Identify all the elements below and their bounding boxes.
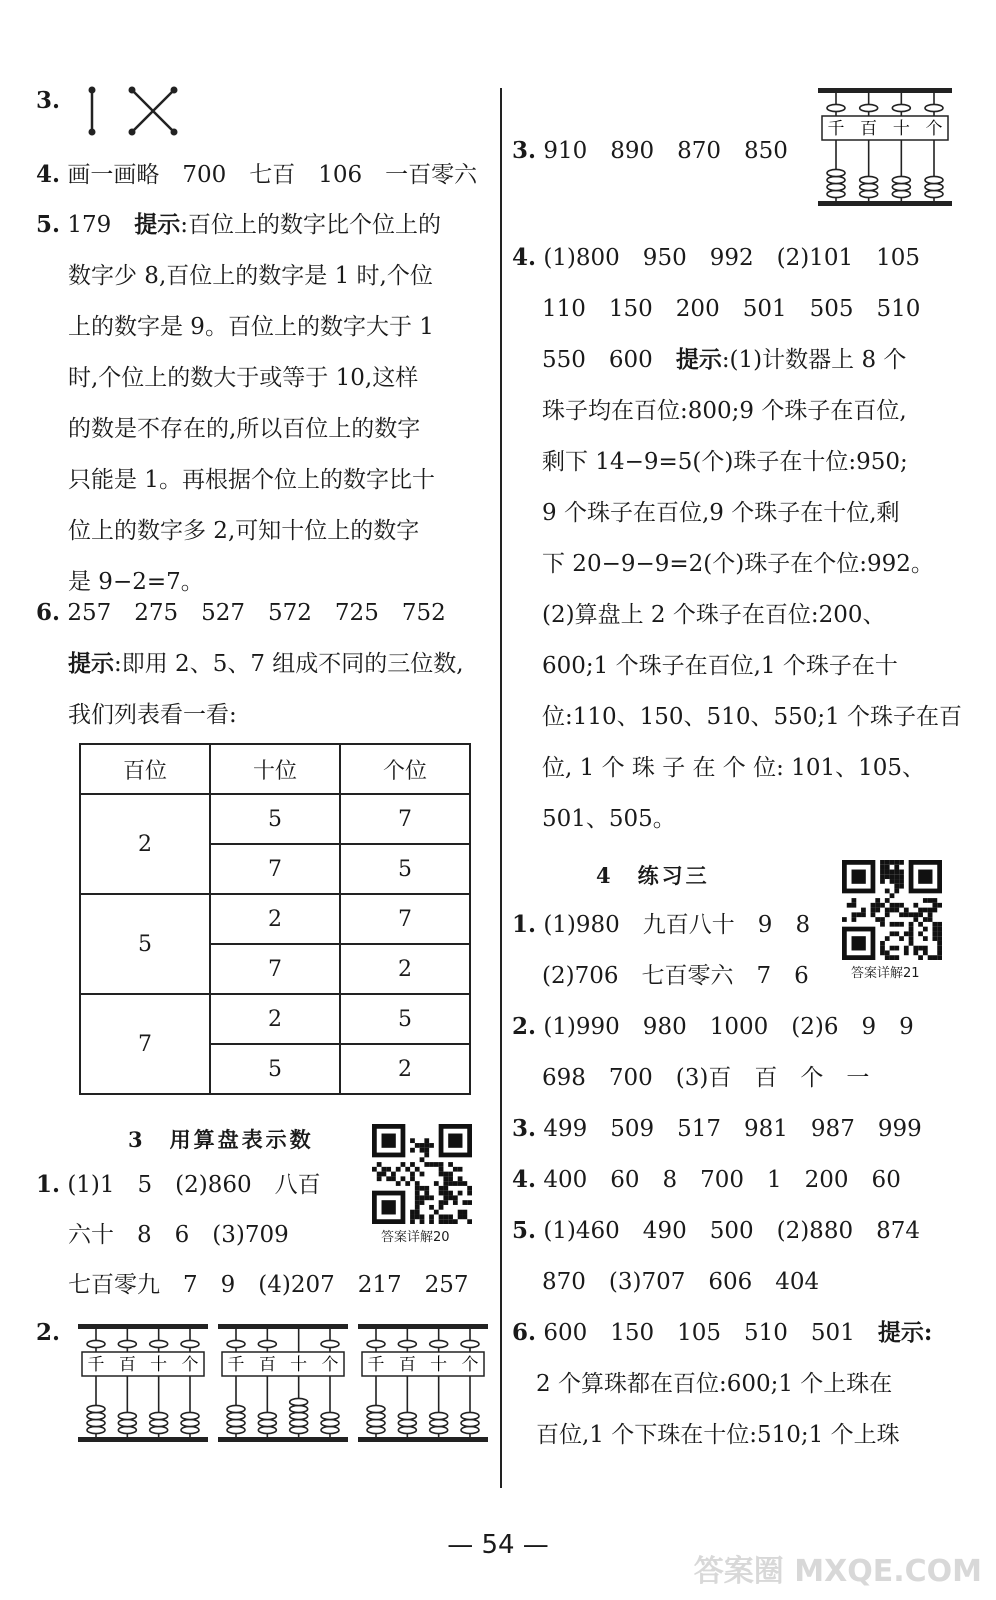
table-cell: 5 (340, 994, 470, 1044)
table-cell-hundreds: 7 (80, 994, 210, 1094)
s4-item-1-text: (1)980 九百八十 9 8 (543, 912, 811, 938)
s3-item-1-line-3: 七百零九 7 9 (4)207 217 257 (68, 1272, 469, 1298)
s3-item-1-line-2: 六十 8 6 (3)709 (68, 1222, 289, 1248)
s4-item-1-line-2: (2)706 七百零六 7 6 (542, 963, 809, 989)
abacus-label: 百 (258, 1355, 276, 1375)
abacus-label: 个 (321, 1355, 339, 1375)
watermark: 答案圈 MXQE.COM (693, 1554, 982, 1589)
r-item-4-line-7: 下 20−9−9=2(个)珠子在个位:992。 (542, 551, 934, 577)
item-5-line-2: 数字少 8,百位上的数字是 1 时,个位 (68, 263, 433, 289)
s4-item-6-text: 600 150 105 510 501 (543, 1320, 878, 1346)
section-3-title: 3 用算盘表示数 (128, 1127, 314, 1152)
item-5-text: :百位上的数字比个位上的 (180, 212, 441, 238)
r-item-4-line-12: 501、505。 (542, 806, 676, 832)
r-item-4-text: (1)800 950 992 (2)101 105 (543, 245, 920, 271)
s4-item-4 (512, 1165, 901, 1195)
abacus-label: 个 (925, 119, 943, 139)
item-5-line-4: 时,个位上的数大于或等于 10,这样 (68, 365, 419, 391)
s4-item-1-line-1 (512, 910, 810, 940)
r-item-4-line-9: 600;1 个珠子在百位,1 个珠子在十 (542, 653, 898, 679)
hint-label: 提示 (68, 650, 114, 677)
s4-item-2-number: 2. (512, 1013, 537, 1040)
r-item-4-hint: :(1)计数器上 8 个 (721, 347, 907, 373)
s4-item-5-line-2: 870 (3)707 606 404 (542, 1269, 820, 1295)
r-item-3-text: 910 890 870 850 (543, 138, 788, 164)
abacus-label: 个 (181, 1355, 199, 1375)
abacus-label: 十 (430, 1355, 448, 1375)
s4-item-2-line-2: 698 700 (3)百 百 个 一 (542, 1065, 870, 1091)
item-6-answer: 257 275 527 572 725 752 (67, 600, 446, 626)
s4-item-5-number: 5. (512, 1217, 537, 1244)
abacus-label: 百 (398, 1355, 416, 1375)
abacus-label: 千 (827, 119, 845, 139)
hint-label: 提示 (877, 1319, 924, 1346)
abacus-top (818, 86, 952, 208)
table-cell: 7 (340, 894, 470, 944)
table-cell: 2 (340, 944, 470, 994)
s4-item-1-number: 1. (512, 911, 537, 938)
s4-item-5-line-1 (512, 1216, 920, 1246)
r-item-4-line-10: 位:110、150、510、550;1 个珠子在百 (542, 704, 963, 730)
r-item-4-text: 550 600 (542, 347, 676, 373)
abacus-label: 十 (892, 119, 910, 139)
abacus-label: 千 (227, 1355, 245, 1375)
table-cell: 2 (210, 994, 340, 1044)
r-item-4-line-4: 珠子均在百位:800;9 个珠子在百位, (542, 398, 907, 424)
item-4-text: 画一画略 700 七百 106 一百零六 (67, 162, 478, 188)
r-item-4-number: 4. (512, 244, 537, 271)
s3-item-1-text: (1)1 5 (2)860 八百 (67, 1172, 321, 1198)
table-cell: 7 (340, 794, 470, 844)
table-header: 百位 (80, 744, 210, 794)
item-6-line-1 (36, 598, 446, 628)
r-item-4-line-1 (512, 243, 920, 273)
table-cell: 2 (340, 1044, 470, 1094)
table-cell: 7 (210, 844, 340, 894)
table-cell: 5 (340, 844, 470, 894)
s4-item-4-number: 4. (512, 1166, 537, 1193)
table-cell: 5 (210, 794, 340, 844)
s4-item-6-line-3: 百位,1 个下珠在十位:510;1 个上珠 (536, 1422, 900, 1448)
r-item-4-line-8: (2)算盘上 2 个珠子在百位:200、 (542, 602, 886, 628)
page-number: — 54 — (447, 1530, 549, 1560)
s4-item-4-text: 400 60 8 700 1 200 60 (543, 1167, 901, 1193)
hint-colon: : (923, 1319, 933, 1346)
s4-item-3-number: 3. (512, 1115, 537, 1142)
abacus-1 (78, 1322, 208, 1444)
item-6-hint: :即用 2、5、7 组成不同的三位数, (114, 651, 464, 677)
s4-item-2-text: (1)990 980 1000 (2)6 9 9 (543, 1014, 914, 1040)
item-5-number: 5. (36, 211, 61, 238)
table-cell-hundreds: 2 (80, 794, 210, 894)
table-cell-hundreds: 5 (80, 894, 210, 994)
qr-code-icon (372, 1124, 472, 1224)
r-item-4-line-11: 位, 1 个 珠 子 在 个 位: 101、105、 (542, 755, 925, 781)
qr-label: 答案详解20 (381, 1230, 450, 1245)
abacus-label: 百 (118, 1355, 136, 1375)
item-5-line-7: 位上的数字多 2,可知十位上的数字 (68, 518, 420, 544)
s4-item-6-line-1 (512, 1318, 932, 1348)
item-5-line-8: 是 9−2=7。 (68, 569, 204, 595)
s4-item-3-text: 499 509 517 981 987 999 (543, 1116, 922, 1142)
item-5-line-5: 的数是不存在的,所以百位上的数字 (68, 416, 421, 442)
item-6-line-2 (68, 649, 464, 679)
table-header: 十位 (210, 744, 340, 794)
item-5-line-6: 只能是 1。再根据个位上的数字比十 (68, 467, 435, 493)
abacus-3 (358, 1322, 488, 1444)
table-cell: 5 (210, 1044, 340, 1094)
qr-label: 答案详解21 (851, 966, 920, 981)
s4-item-6-number: 6. (512, 1319, 537, 1346)
r-item-4-line-3 (542, 345, 906, 375)
s3-item-1-line-1 (36, 1170, 321, 1200)
r-item-4-line-6: 9 个珠子在百位,9 个珠子在十位,剩 (542, 500, 900, 526)
hint-label: 提示 (675, 346, 722, 373)
item-6-number: 6. (36, 599, 61, 626)
item-5-answer: 179 (67, 212, 135, 238)
r-item-3 (512, 136, 788, 166)
column-divider (500, 88, 502, 1488)
s4-item-3 (512, 1114, 922, 1144)
abacus-label: 千 (367, 1355, 385, 1375)
abacus-label: 十 (290, 1355, 308, 1375)
item-4 (36, 160, 477, 190)
abacus-label: 千 (87, 1355, 105, 1375)
r-item-4-line-5: 剩下 14−9=5(个)珠子在十位:950; (542, 449, 908, 475)
s3-item-1-number: 1. (36, 1171, 61, 1198)
matching-lines-figure (82, 84, 182, 140)
abacus-label: 百 (860, 119, 878, 139)
qr-code-icon (842, 860, 942, 960)
abacus-2 (218, 1322, 348, 1444)
item-6-line-3: 我们列表看一看: (68, 702, 237, 728)
item-4-number: 4. (36, 161, 61, 188)
s4-item-5-text: (1)460 490 500 (2)880 874 (543, 1218, 920, 1244)
item-5-line-3: 上的数字是 9。百位上的数字大于 1 (68, 314, 434, 340)
r-item-3-number: 3. (512, 137, 537, 164)
item-3-number: 3. (36, 87, 61, 114)
section-4-title: 4 练习三 (596, 863, 710, 888)
table-cell: 7 (210, 944, 340, 994)
abacus-label: 十 (150, 1355, 168, 1375)
s4-item-6-line-2: 2 个算珠都在百位:600;1 个上珠在 (536, 1371, 893, 1397)
place-value-table (79, 743, 471, 1095)
table-header: 个位 (340, 744, 470, 794)
abacus-label: 个 (461, 1355, 479, 1375)
s4-item-2-line-1 (512, 1012, 914, 1042)
s3-item-2-number: 2. (36, 1319, 61, 1346)
table-cell: 2 (210, 894, 340, 944)
hint-label: 提示 (134, 211, 181, 238)
item-5-line-1 (36, 210, 441, 240)
r-item-4-line-2: 110 150 200 501 505 510 (542, 296, 921, 322)
